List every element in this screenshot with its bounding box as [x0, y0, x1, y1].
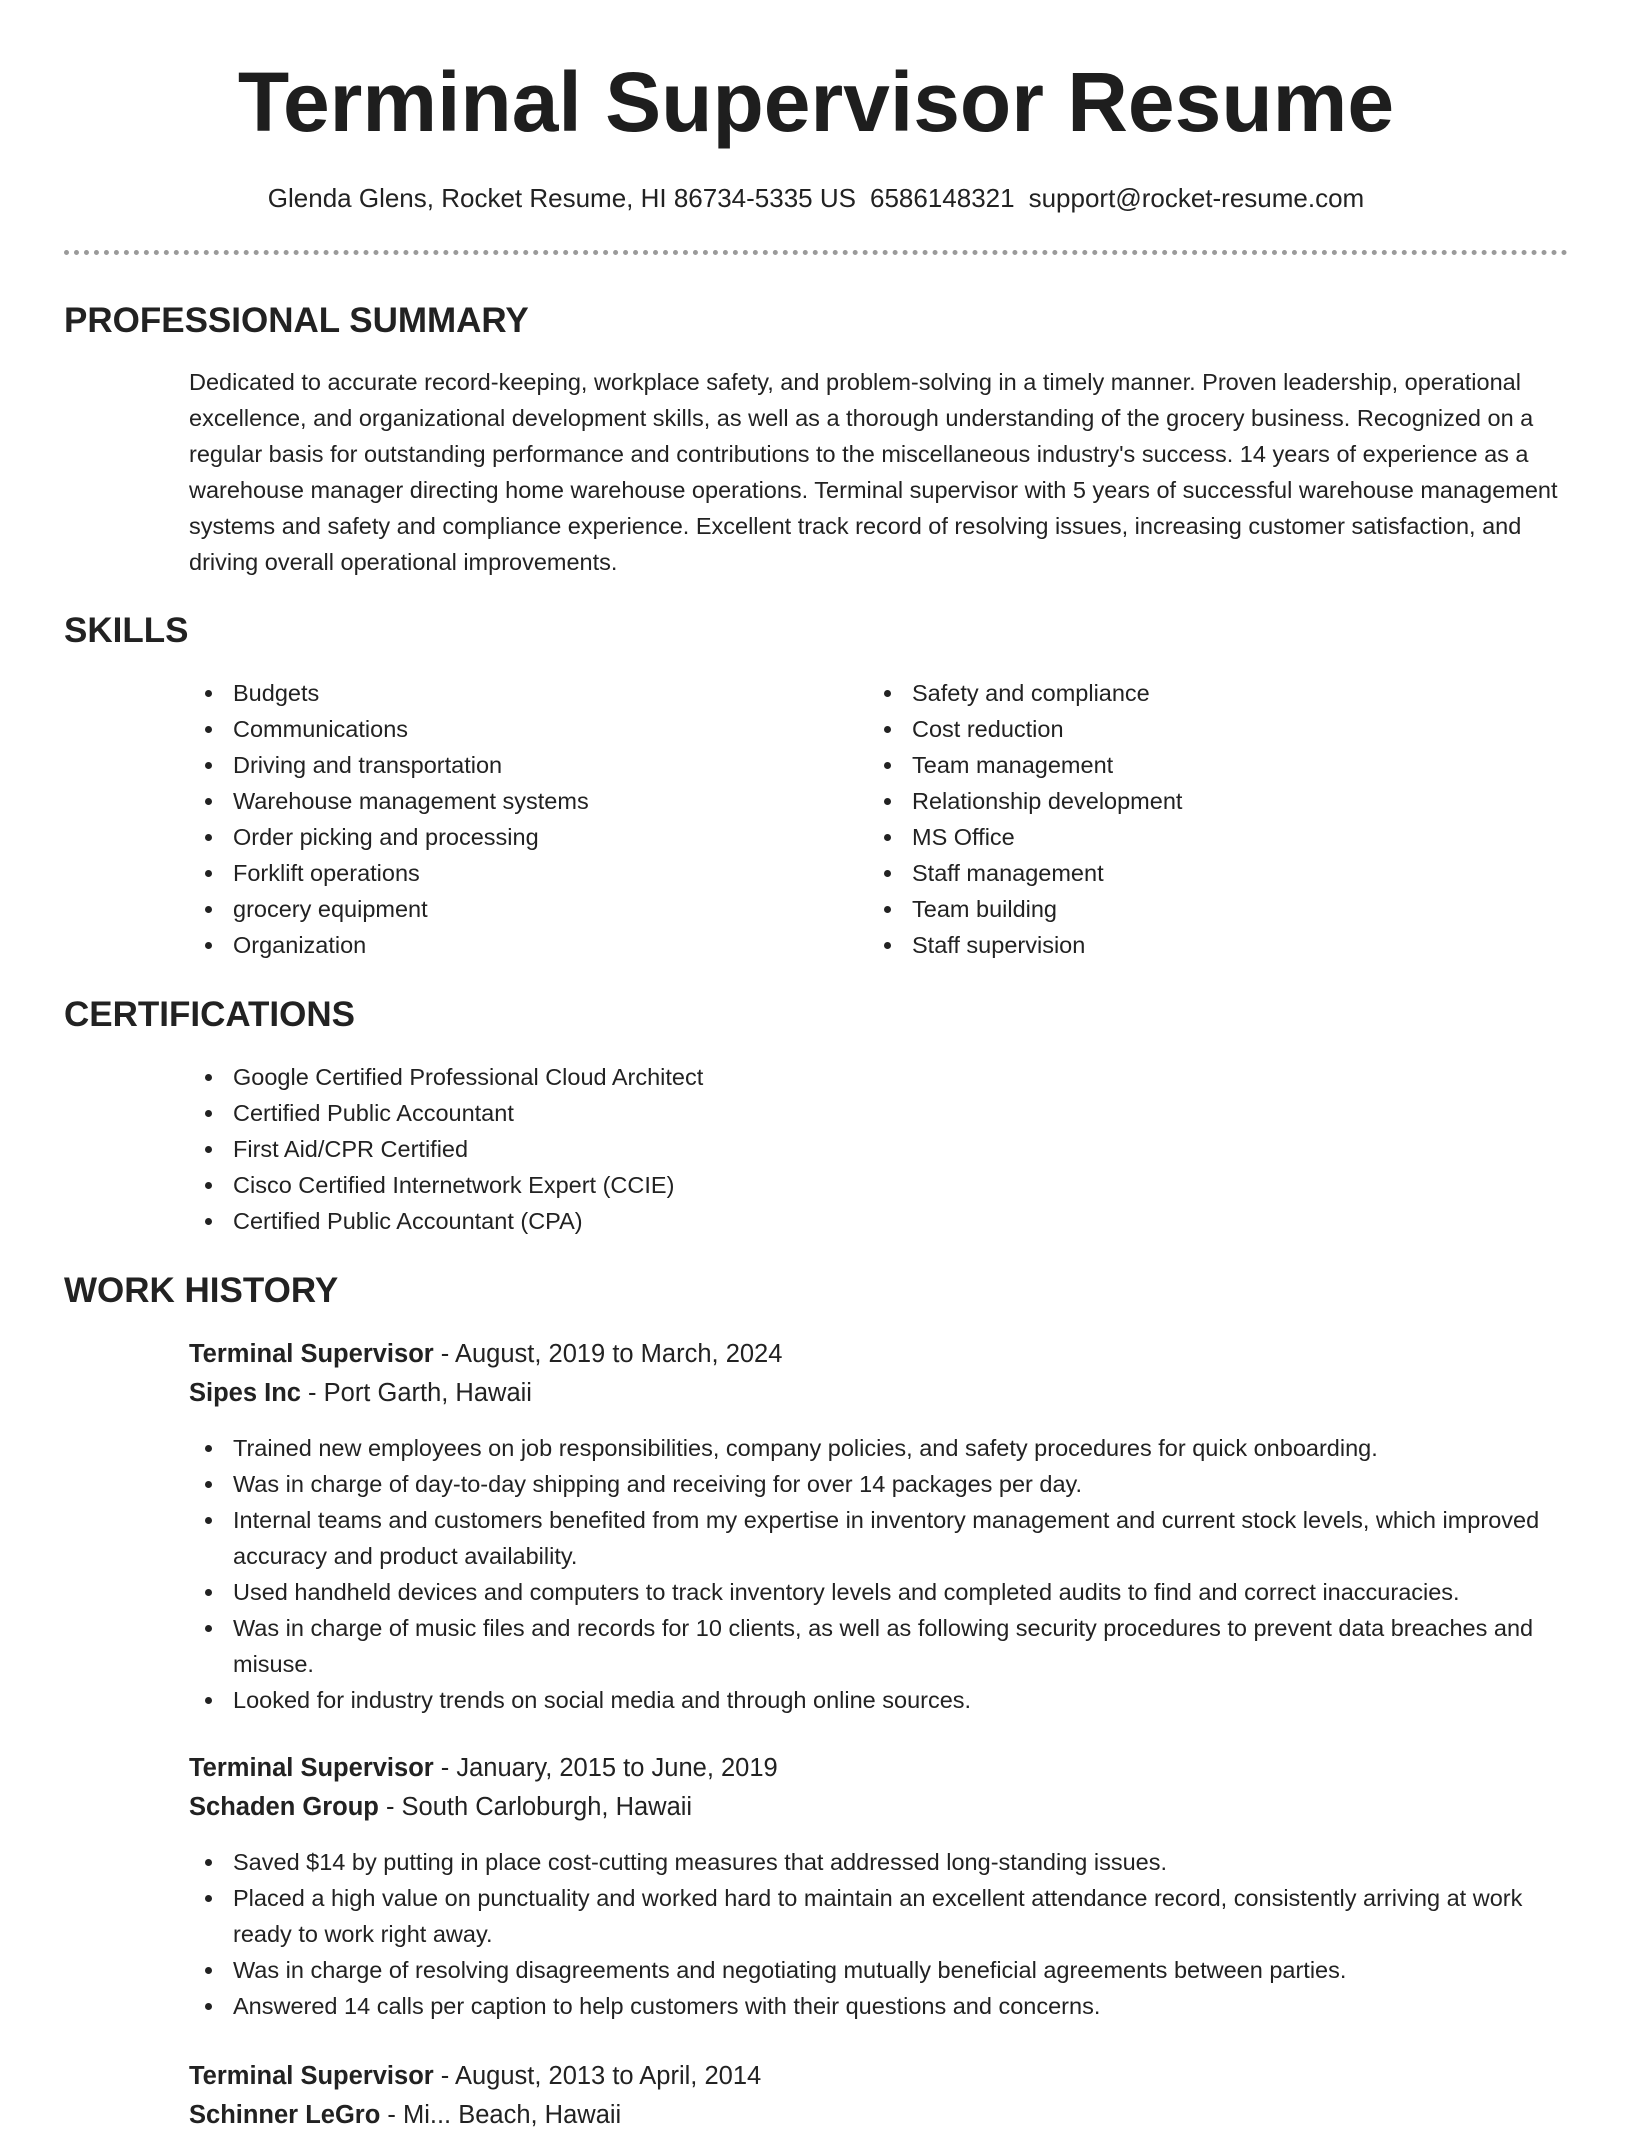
list-item: Relationship development — [868, 783, 1508, 819]
job-dates: - August, 2019 to March, 2024 — [433, 1340, 783, 1368]
job-company: Sipes Inc — [189, 1379, 301, 1407]
list-item: Budgets — [189, 675, 829, 711]
list-item: First Aid/CPR Certified — [189, 1131, 1559, 1167]
contact-email[interactable]: support@rocket-resume.com — [1028, 183, 1365, 213]
list-item: Driving and transportation — [189, 747, 829, 783]
job-title: Terminal Supervisor — [189, 2062, 434, 2090]
job-location: - South Carloburgh, Hawaii — [378, 1793, 693, 1821]
job-company-line — [189, 1374, 532, 1412]
job-company: Schinner LeGro — [189, 2101, 381, 2129]
list-item: Trained new employees on job responsibilities, company policies, and safety procedures for quick onboarding. — [189, 1430, 1569, 1466]
list-item: Was in charge of day-to-day shipping and receiving for over 14 packages per day. — [189, 1466, 1569, 1502]
section-heading-summary: PROFESSIONAL SUMMARY — [64, 301, 529, 340]
job-dates: - January, 2015 to June, 2019 — [433, 1754, 778, 1782]
list-item: Cost reduction — [868, 711, 1508, 747]
list-item: Organization — [189, 927, 829, 963]
list-item: Warehouse management systems — [189, 783, 829, 819]
list-item: MS Office — [868, 819, 1508, 855]
job-company: Schaden Group — [189, 1793, 379, 1821]
job-bullets — [189, 1844, 1569, 2024]
contact-line — [0, 180, 1632, 216]
contact-address: Glenda Glens, Rocket Resume, HI 86734-5335 US — [267, 183, 856, 213]
job-bullets — [189, 1430, 1569, 1718]
list-item: Placed a high value on punctuality and worked hard to maintain an excellent attendance record, consistently arriving at work ready to work right away. — [189, 1880, 1569, 1952]
list-item: grocery equipment — [189, 891, 829, 927]
list-item: Saved $14 by putting in place cost-cutting measures that addressed long-standing issues. — [189, 1844, 1569, 1880]
list-item: Safety and compliance — [868, 675, 1508, 711]
list-item: Was in charge of music files and records for 10 clients, as well as following security procedures to prevent data breaches and misuse. — [189, 1610, 1569, 1682]
list-item: Team building — [868, 891, 1508, 927]
list-item: Team management — [868, 747, 1508, 783]
job-company-line — [189, 1788, 692, 1826]
job-location: - Port Garth, Hawaii — [300, 1379, 532, 1407]
list-item: Order picking and processing — [189, 819, 829, 855]
job-company-line — [189, 2096, 621, 2134]
list-item: Used handheld devices and computers to track inventory levels and completed audits to find and correct inaccuracies. — [189, 1574, 1569, 1610]
job-location: - Mi... Beach, Hawaii — [380, 2101, 622, 2129]
list-item: Staff supervision — [868, 927, 1508, 963]
job-dates: - August, 2013 to April, 2014 — [433, 2062, 762, 2090]
job-title-line — [189, 2057, 761, 2095]
job-title-line — [189, 1335, 782, 1373]
list-item: Google Certified Professional Cloud Architect — [189, 1059, 1559, 1095]
job-title: Terminal Supervisor — [189, 1754, 434, 1782]
section-heading-certifications: CERTIFICATIONS — [64, 995, 356, 1034]
job-title-line — [189, 1749, 778, 1787]
list-item: Answered 14 calls per caption to help customers with their questions and concerns. — [189, 1988, 1569, 2024]
list-item: Was in charge of resolving disagreements and negotiating mutually beneficial agreements between parties. — [189, 1952, 1569, 1988]
list-item: Cisco Certified Internetwork Expert (CCIE) — [189, 1167, 1559, 1203]
header-divider — [64, 250, 1568, 255]
list-item: Certified Public Accountant — [189, 1095, 1559, 1131]
contact-phone: 6586148321 — [869, 183, 1015, 213]
section-heading-work-history: WORK HISTORY — [64, 1271, 339, 1310]
section-heading-skills: SKILLS — [64, 611, 189, 650]
skills-list-left — [189, 675, 829, 963]
skills-list-right — [868, 675, 1508, 963]
page-title: Terminal Supervisor Resume — [237, 55, 1395, 149]
job-title: Terminal Supervisor — [189, 1340, 434, 1368]
list-item: Certified Public Accountant (CPA) — [189, 1203, 1559, 1239]
summary-text: Dedicated to accurate record-keeping, workplace safety, and problem-solving in a timely manner. Proven leadership, operational excellence, and organizational development skills, as well as a thorough understanding of the grocery business. Recognized on a regular basis for outstanding performance and contributions to the miscellaneous industry's success. 14 years of experience as a warehouse manager directing home warehouse operations. Terminal supervisor with 5 years of successful warehouse management systems and safety and compliance experience. Excellent track record of resolving issues, increasing customer satisfaction, and driving overall operational improvements. — [189, 369, 1558, 575]
certifications-list — [189, 1059, 1559, 1239]
list-item: Forklift operations — [189, 855, 829, 891]
list-item: Looked for industry trends on social media and through online sources. — [189, 1682, 1569, 1718]
list-item: Communications — [189, 711, 829, 747]
list-item: Staff management — [868, 855, 1508, 891]
list-item: Internal teams and customers benefited from my expertise in inventory management and current stock levels, which improved accuracy and product availability. — [189, 1502, 1569, 1574]
